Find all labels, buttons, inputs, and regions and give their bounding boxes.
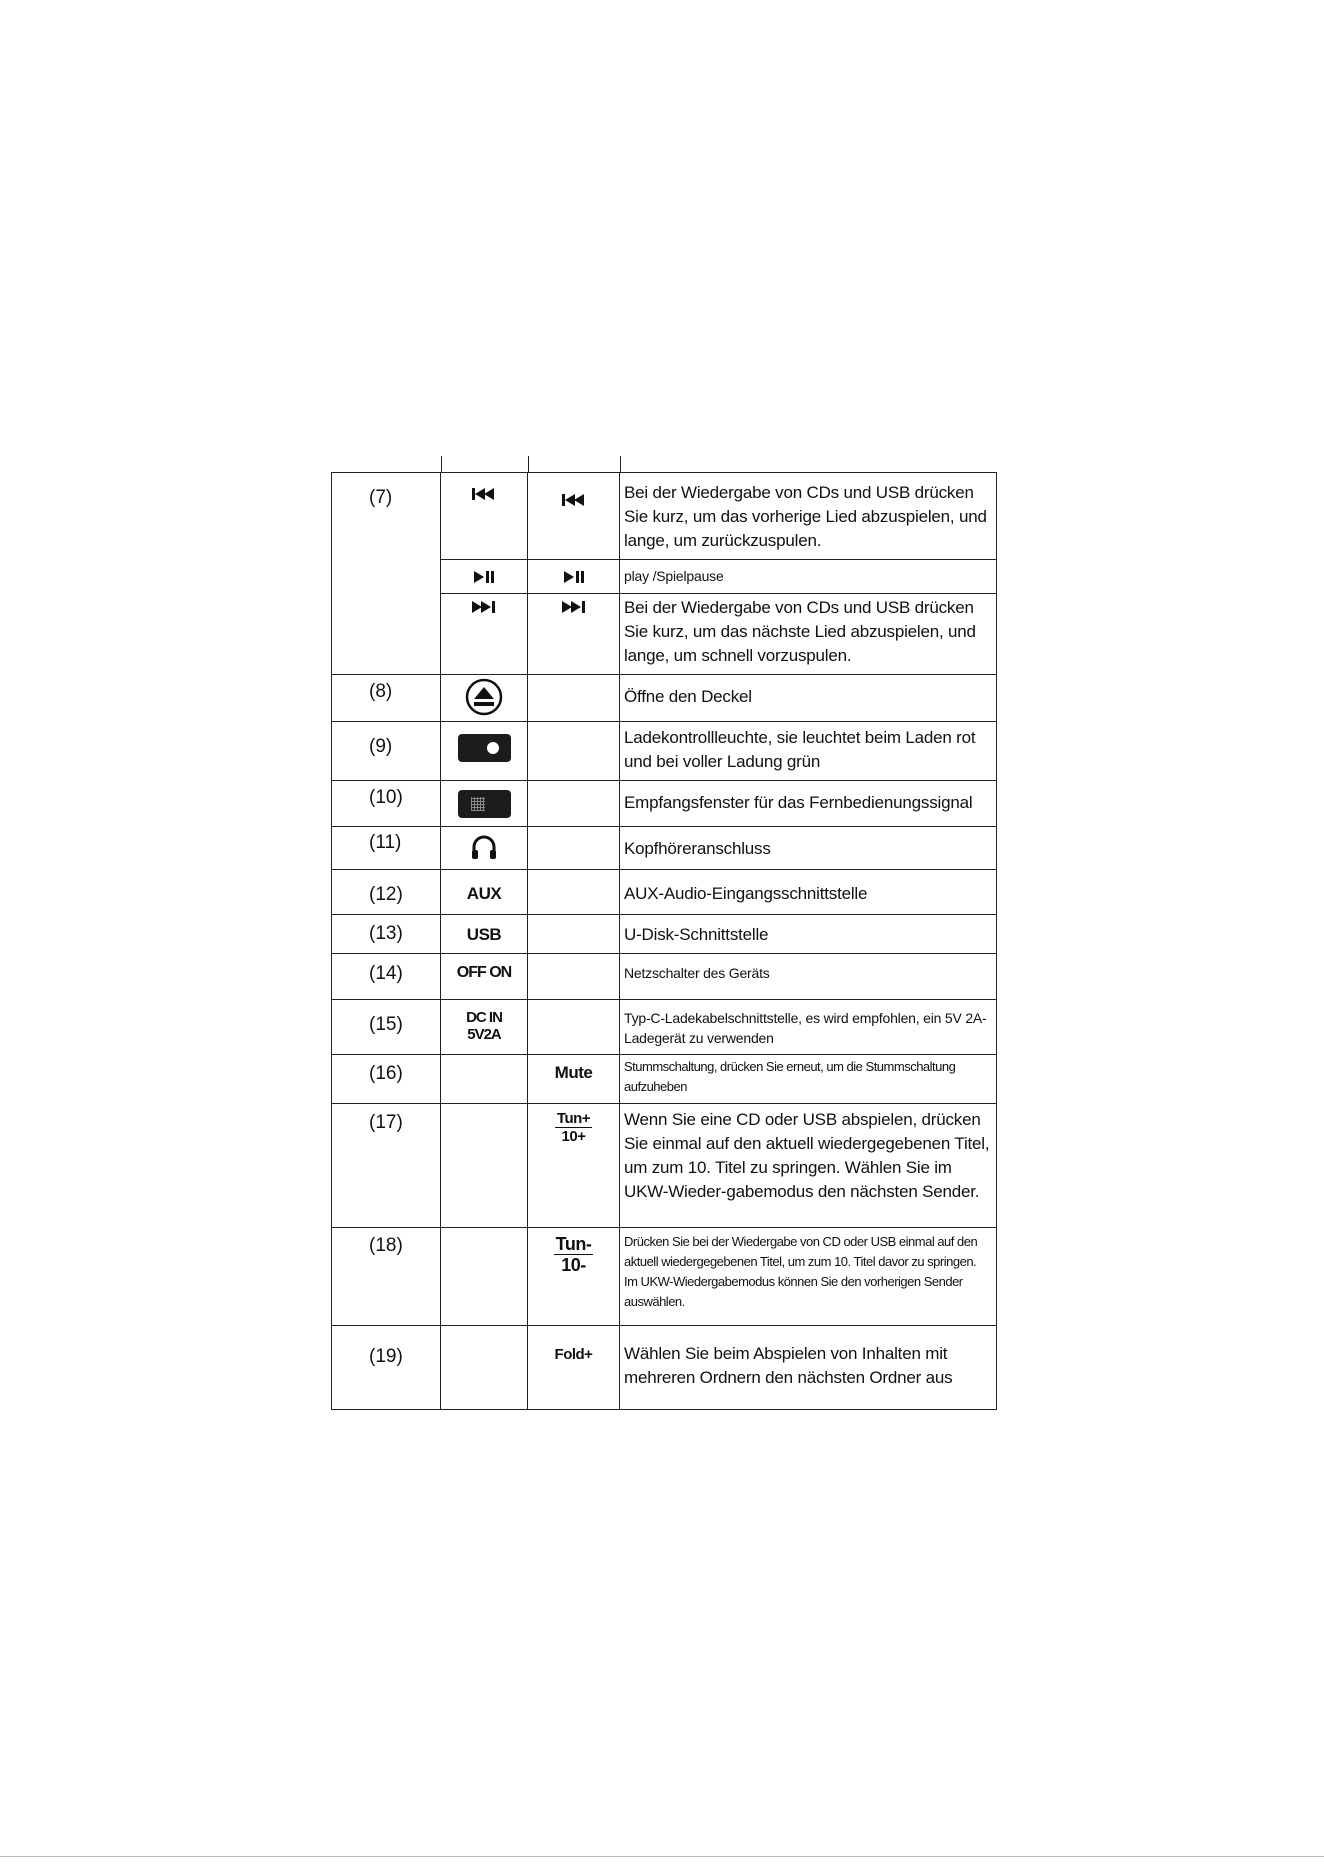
- table-row: [332, 560, 997, 594]
- item-number: (16): [332, 1055, 441, 1104]
- remote-symbol: [528, 827, 620, 870]
- remote-symbol: [528, 870, 620, 915]
- item-number: (9): [332, 722, 441, 781]
- item-number: (8): [332, 675, 441, 722]
- remote-symbol: [528, 954, 620, 1000]
- device-symbol: [441, 870, 528, 915]
- remote-symbol: [528, 1104, 620, 1228]
- table-row: [332, 473, 997, 560]
- device-symbol: [441, 473, 528, 560]
- device-symbol: [441, 1000, 528, 1055]
- item-number: (7): [332, 473, 441, 560]
- device-symbol: [441, 722, 528, 781]
- function-table: [331, 472, 997, 1410]
- table-row: [332, 675, 997, 722]
- folder-up-label: Fold+: [554, 1346, 593, 1363]
- device-symbol: [441, 1326, 528, 1410]
- item-number: [332, 560, 441, 594]
- table-row: [332, 1228, 997, 1326]
- column-divider: [441, 456, 442, 472]
- device-symbol: [441, 560, 528, 594]
- eject-icon: [465, 678, 503, 721]
- remote-symbol: [528, 1055, 620, 1104]
- charge-indicator-icon: [458, 734, 511, 767]
- item-number: (10): [332, 781, 441, 827]
- remote-symbol: [528, 1000, 620, 1055]
- description: Wählen Sie beim Abspielen von Inhalten mit mehreren Ordnern den nächsten Ordner aus: [620, 1326, 997, 1410]
- table-row: [332, 870, 997, 915]
- description: Bei der Wiedergabe von CDs und USB drücken Sie kurz, um das vorherige Lied abzuspielen, und lange, um zurückzuspulen.: [620, 473, 997, 560]
- device-symbol: [441, 1104, 528, 1228]
- table-row: [332, 1326, 997, 1410]
- table-row: [332, 722, 997, 781]
- remote-symbol: [528, 473, 620, 560]
- ir-receiver-icon: [458, 790, 511, 823]
- dc-rating-label: 5V2A: [467, 1026, 501, 1043]
- next-track-icon: [561, 600, 587, 619]
- column-divider: [620, 456, 621, 472]
- device-symbol: [441, 675, 528, 722]
- table-row: [332, 1000, 997, 1055]
- usb-label: USB: [466, 925, 502, 944]
- description: Drücken Sie bei der Wiedergabe von CD oder USB einmal auf den aktuell wiedergegebenen Titel, um zum 10. Titel davor zu springen. Im UKW-Wiedergabemodus können Sie den vorherigen Sender auswählen.: [620, 1228, 997, 1326]
- table-row: [332, 594, 997, 675]
- remote-symbol: [528, 594, 620, 675]
- description: Kopfhöreranschluss: [620, 827, 997, 870]
- item-number: (18): [332, 1228, 441, 1326]
- remote-symbol: [528, 560, 620, 594]
- description: Ladekontrollleuchte, sie leuchtet beim Laden rot und bei voller Ladung grün: [620, 722, 997, 781]
- description: Wenn Sie eine CD oder USB abspielen, drücken Sie einmal auf den aktuell wiedergegebenen Titel, um zum 10. Titel zu springen. Wählen Sie im UKW-Wieder-gabemodus den nächsten Sender.: [620, 1104, 997, 1228]
- remote-symbol: [528, 722, 620, 781]
- table-row: [332, 1055, 997, 1104]
- device-symbol: [441, 915, 528, 954]
- remote-symbol: [528, 1228, 620, 1326]
- item-number: (19): [332, 1326, 441, 1410]
- device-symbol: [441, 954, 528, 1000]
- headphones-icon: [470, 833, 498, 866]
- item-number: (11): [332, 827, 441, 870]
- item-number: (17): [332, 1104, 441, 1228]
- play-pause-icon: [563, 570, 585, 589]
- tune-down-label: Tun-: [555, 1234, 592, 1254]
- device-symbol: [441, 594, 528, 675]
- description: Netzschalter des Geräts: [620, 954, 997, 1000]
- aux-label: AUX: [466, 884, 502, 903]
- device-symbol: [441, 1228, 528, 1326]
- skip-back-10-label: 10-: [561, 1255, 586, 1275]
- table-row: [332, 915, 997, 954]
- description: play /Spielpause: [620, 560, 997, 594]
- description: Empfangsfenster für das Fernbedienungssignal: [620, 781, 997, 827]
- table-row: [332, 827, 997, 870]
- previous-track-icon: [471, 487, 497, 506]
- description: Typ-C-Ladekabelschnittstelle, es wird empfohlen, ein 5V 2A-Ladegerät zu verwenden: [620, 1000, 997, 1055]
- table-row: [332, 1104, 997, 1228]
- dc-in-label: DC IN: [466, 1009, 502, 1026]
- item-number: (15): [332, 1000, 441, 1055]
- item-number: (12): [332, 870, 441, 915]
- remote-symbol: [528, 915, 620, 954]
- skip-forward-10-label: 10+: [561, 1128, 586, 1145]
- column-divider: [528, 456, 529, 472]
- description: AUX-Audio-Eingangsschnittstelle: [620, 870, 997, 915]
- item-number: (14): [332, 954, 441, 1000]
- device-symbol: [441, 781, 528, 827]
- description: Bei der Wiedergabe von CDs und USB drücken Sie kurz, um das nächste Lied abzuspielen, und lange, um schnell vorzuspulen.: [620, 594, 997, 675]
- tune-up-label: Tun+: [556, 1110, 591, 1127]
- table-row: [332, 781, 997, 827]
- item-number: (13): [332, 915, 441, 954]
- remote-symbol: [528, 1326, 620, 1410]
- item-number: [332, 594, 441, 675]
- play-pause-icon: [473, 570, 495, 589]
- next-track-icon: [471, 600, 497, 619]
- power-switch-label: OFF ON: [456, 964, 512, 981]
- previous-track-icon: [561, 493, 587, 512]
- device-symbol: [441, 1055, 528, 1104]
- description: Öffne den Deckel: [620, 675, 997, 722]
- description: U-Disk-Schnittstelle: [620, 915, 997, 954]
- device-symbol: [441, 827, 528, 870]
- mute-label: Mute: [554, 1063, 593, 1082]
- table-row: [332, 954, 997, 1000]
- description: Stummschaltung, drücken Sie erneut, um die Stummschaltung aufzuheben: [620, 1055, 997, 1104]
- remote-symbol: [528, 781, 620, 827]
- page-bottom-rule: [0, 1856, 1324, 1857]
- remote-symbol: [528, 675, 620, 722]
